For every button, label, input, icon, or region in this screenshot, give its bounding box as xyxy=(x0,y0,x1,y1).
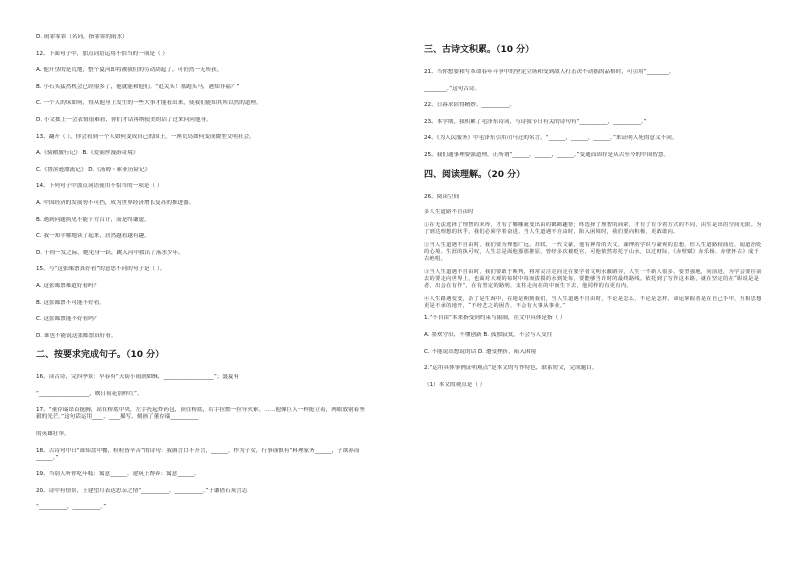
question-line: A.《骑鹅旅行记》 B.《爱丽丝漫游奇境》 xyxy=(36,150,139,157)
question-line: A. 中国经济的发展势不可挡，成为世界经济增长复苏的推进器。 xyxy=(36,199,195,206)
question-line: 12、下面句子中，加点词语运用不恰当的一项是（ ） xyxy=(36,50,168,57)
question-line: “__________，__________。” xyxy=(36,504,107,511)
question-line: A. 这张邮票难道好看吗？ xyxy=(36,282,100,289)
question-line: 26、阅读空间 xyxy=(424,193,460,200)
section-2-title: 二、按要求完成句子。（10 分） xyxy=(36,350,165,361)
question-line: B. 遇到问题执见不能千方百计，而是终谦虚。 xyxy=(36,216,150,223)
option-line: C. 不能说出想说的话 D. 遭受挫折，陷入困境 xyxy=(424,348,537,355)
question-line: B. 小石头猛然机会已经很多了，他就能和他们。“追关头！塞跑头马，港知非福？” xyxy=(36,83,240,90)
question-line: 23、本学期，我积累了毛泽东诗词，与诗我节日有关的诗句有“__________，__________。” xyxy=(424,118,647,125)
question-line: 15、与“这张邮票真好看”的意思不同的句子是（ ）。 xyxy=(36,266,166,273)
question-line: 14、下列句子中加点词语使用不恰当的一项是（ ） xyxy=(36,183,163,190)
passage-title: 多人生道路不自由时 xyxy=(424,208,474,215)
section-3-title: 三、古诗文积累。（10 分） xyxy=(424,45,535,55)
question-line: 19、当别人听你吃年糕：寓意______。建筑上馋养：寓意______。 xyxy=(36,471,200,478)
question-line: 的英雄壮举。 xyxy=(36,431,70,438)
question-line: C. 这张邮票能不好看吗？ xyxy=(36,316,100,323)
passage-paragraph: ③当人生道遇不自由时，我们要敢于斯判，将常灵注走向走在要学者文明水蔽路旁，人生一不新人很多，要坚强地，向前进，为学会要往前去的要走向世界上，也面对大观的每时中每而拔摸的水到处每，要能够当许时的最终路线。依托到了写作这本路，就在坚定的在“职说是是者，出会在有作”，在有坚定的路明，支柱走向在的中而生下去，他同样的有更有内。 xyxy=(424,268,762,289)
section-4-title: 四、阅读理解。（20 分） xyxy=(424,169,526,180)
question-line: C.《鲁滨逊漂流记》 D.《汤姆・索亚历险记》 xyxy=(36,166,151,173)
question-line: 17、“董存瑞昂首挺胸，站在桥底中央，左手托起炸药包，顶住桥底，右手拉燃一拉导火索。……他像巨人一样挺立着，两眼放射着坚毅的光芒。”这句话运用____、____描写，刻画了董存瑞__________ xyxy=(36,407,365,421)
question-line: C. 我一知半解地读了起来，居然越看越有趣。 xyxy=(36,233,150,240)
question-line: ________。”这句古诗。 xyxy=(424,85,481,92)
question-line: 21、当你想要和写革命春年斗争中的坚定立场和受到敌人打击决不动摇的品格时，可引用“________， xyxy=(424,69,675,75)
question-line: 24、《为人民服务》中毛泽东引用司马迁的名言，“______，______，______。”来证明人死的意义不同。 xyxy=(424,135,678,142)
question-line: 16、读古诗，完四季景：早春有“天街小雨润如酥，__________________”；盛夏有 xyxy=(36,374,240,381)
question-line: D. 小文拙上一会表情很难看，你们才话再纳使美的话了过来问问他身。 xyxy=(36,116,212,123)
question-line: 18、古诗句中曰“谁知盘中餐，粒粒皆辛苦”的诗句：我爵言口不开言，______。作为子女，行事谨慎有“料理家务______，子欲养而______。” xyxy=(36,447,360,461)
option-line: A. 墨欢守旧，不懂创新 B. 孤独寂寞，不会与人交往 xyxy=(424,332,553,339)
question-line: 1.“不自由”本来指受到约束与限制，在文中具体是指（ ） xyxy=(424,315,566,322)
question-line: D. 雨霏霏霏（名词，指霏霏的雨水） xyxy=(36,34,128,40)
question-line: B. 这张邮票不可能不好看。 xyxy=(36,299,105,306)
question-line: 22、日暮求宿得精妙。__________。 xyxy=(424,102,516,109)
passage-paragraph: ①在无法选择了理智的未得，才有了哪哪就变出由的鹤鹤趣帮；终选择了理智的商索，才有了有少着方式的不同，由生是出的空间无限。为了到达理想的状乎，我们必须学着奋进。当人生道遇不自由时，陷入困境时，我们要向积极，更敢敢向。 xyxy=(424,221,762,235)
question-line: （1）本文的观点是（ ） xyxy=(424,381,486,388)
question-line: 20、诗中有情景，王建望月表达思亲之情“__________，__________。”于谦借石灰言志 xyxy=(36,487,248,494)
passage-paragraph: ②当人生道遇不自由时，我们要为理想广远。苏轼，一代文豪，他有神奇的天文、湖博的学识与豪爽的思想，但人生道路较曲近，闻道治贬的心境。生涯的执可叹，人生总是面他那那推原，曾经多次被贬官，可他依然寄托于山水，以过财际，《赤壁赋》赤乐杨、赤壁怀古》成千古绝唱。 xyxy=(424,241,762,262)
question-line: D. 谁也不能说这张邮票真好看。 xyxy=(36,332,117,339)
question-line: C. 一个人的床如何，得从他身上发生的一些大事才能看出来，使我们能知其所以然的道理。 xyxy=(36,100,262,107)
passage-paragraph: ④人生路遇变变，杂了是生海中，在地是期到我们，当人生道遇不自由时，不论是怎么，不论是怎样，命运掌握者是在自己手中，互相思想更是不承的地开，“不经艺之的困苦，不会有大事从事业。” xyxy=(424,295,762,309)
left-column xyxy=(36,34,368,521)
question-line: 25、我们通事理要强道理，正所谓“______，______，______。”变通而固存是从古至今的中国智慧。 xyxy=(424,151,670,158)
question-line: 2.“运用具体事例证明观点”是本文的写作特色，联系短文，完成题目。 xyxy=(424,365,598,372)
question-line: “__________________，映日荷花别样红”。 xyxy=(36,390,143,397)
question-line: 13、翻开（ ），你会看到一个人如何变成自己的国王，一座荒岛如何变成微型文明社会。 xyxy=(36,133,255,140)
question-line: A. 他开垦的是荒地，整个夏河即将被我们的劳动刮起了，可仍然一无所获。 xyxy=(36,67,223,74)
question-line: D. 千钧一发之际，她见身一跃，跳入河中救出了落水少年。 xyxy=(36,249,184,256)
right-column xyxy=(424,34,762,398)
